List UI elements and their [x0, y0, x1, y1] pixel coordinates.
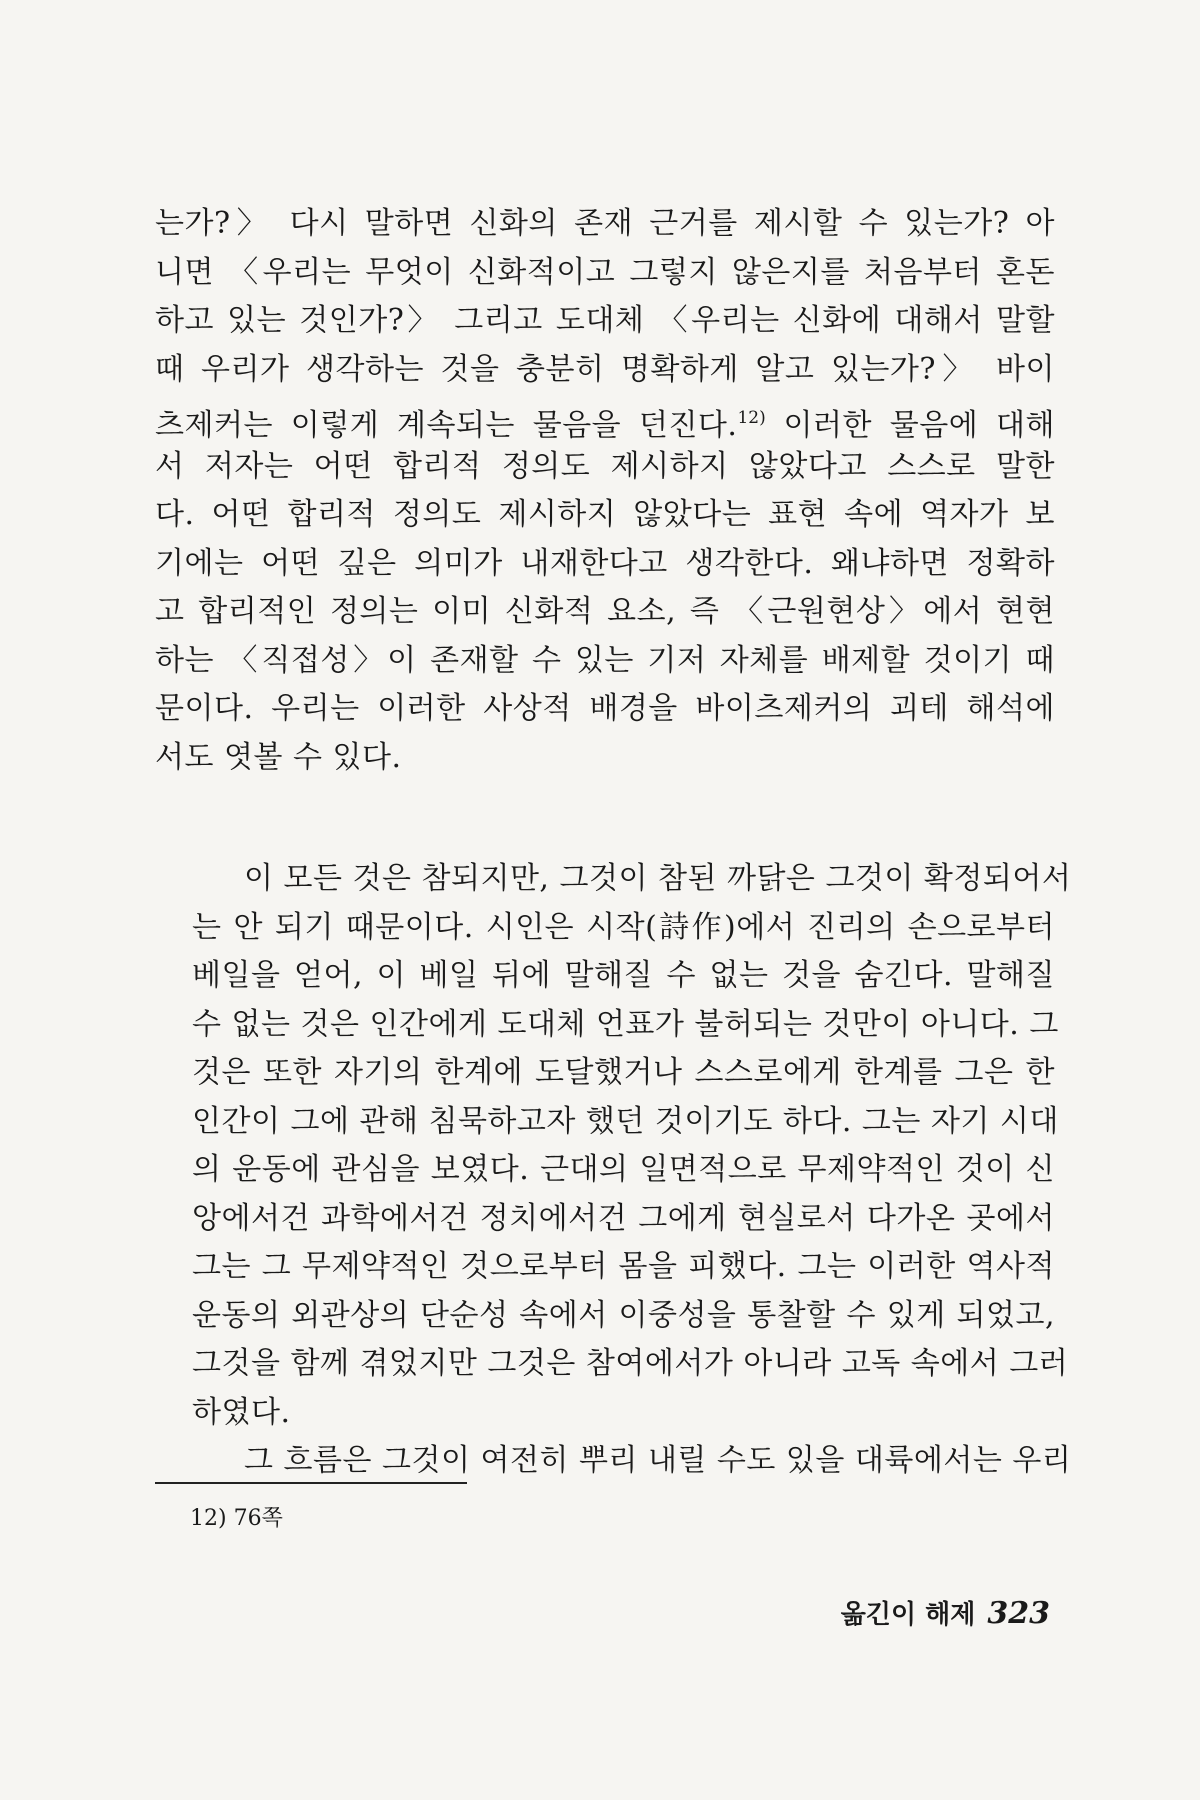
page-footer — [841, 1594, 1050, 1631]
text-line: 수 없는 것은 인간에게 도대체 언표가 불허되는 것만이 아니다. 그 — [192, 1006, 1059, 1042]
text-line: 는 안 되기 때문이다. 시인은 시작(詩作)에서 진리의 손으로부터 — [192, 909, 1055, 945]
text-line: 인간이 그에 관해 침묵하고자 했던 것이기도 하다. 그는 자기 시대 — [192, 1103, 1059, 1139]
text-line: 의 운동에 관심을 보였다. 근대의 일면적으로 무제약적인 것이 신 — [192, 1152, 1055, 1187]
text-line: 서 저자는 어떤 합리적 정의도 제시하지 않았다고 스스로 말한 — [155, 448, 1055, 484]
text-line: 베일을 얻어, 이 베일 뒤에 말해질 수 없는 것을 숨긴다. 말해질 — [192, 958, 1055, 993]
footnote-reference: 12) — [737, 408, 766, 428]
text-line-with-footnote — [155, 394, 1055, 443]
text-line: 니면 〈우리는 무엇이 신화적이고 그렇지 않은지를 처음부터 혼돈 — [155, 254, 1055, 290]
text-line: 기에는 어떤 깊은 의미가 내재한다고 생각한다. 왜냐하면 정확하 — [155, 545, 1055, 581]
text-line: 다. 어떤 합리적 정의도 제시하지 않았다는 표현 속에 역자가 보 — [155, 497, 1055, 532]
block-quote — [192, 855, 1072, 1486]
text-line: 운동의 외관상의 단순성 속에서 이중성을 통찰할 수 있게 되었고, — [192, 1297, 1055, 1333]
text-line: 그것을 함께 겪었지만 그것은 참여에서가 아니라 고독 속에서 그러 — [192, 1346, 1069, 1381]
text-line: 그 흐름은 그것이 여전히 뿌리 내릴 수도 있을 대륙에서는 우리 — [244, 1443, 1072, 1478]
text-line: 그는 그 무제약적인 것으로부터 몸을 피했다. 그는 이러한 역사적 — [192, 1249, 1055, 1284]
text-line: 고 합리적인 정의는 이미 신화적 요소, 즉 〈근원현상〉에서 현현 — [155, 594, 1055, 629]
text-line: 때 우리가 생각하는 것을 충분히 명확하게 알고 있는가?〉 바이 — [155, 351, 1055, 387]
text-line: 는가?〉 다시 말하면 신화의 존재 근거를 제시할 수 있는가? 아 — [155, 206, 1055, 241]
running-title: 옮긴이 해제 — [840, 1600, 976, 1630]
text-line: 하는 〈직접성〉이 존재할 수 있는 기저 자체를 배제할 것이기 때 — [155, 642, 1055, 678]
text-line: 것은 또한 자기의 한계에 도달했거나 스스로에게 한계를 그은 한 — [192, 1055, 1055, 1090]
text-line: 서도 엿볼 수 있다. — [155, 739, 402, 775]
text-line: 하였다. — [192, 1394, 291, 1430]
footnote-divider — [155, 1482, 467, 1484]
text-segment: 츠제커는 이렇게 계속되는 물음을 던진다. — [155, 408, 738, 443]
text-line: 이 모든 것은 참되지만, 그것이 참된 까닭은 그것이 확정되어서 — [244, 861, 1072, 896]
page-number: 323 — [987, 1596, 1050, 1631]
paragraph-1 — [155, 200, 1055, 782]
text-line: 앙에서건 과학에서건 정치에서건 그에게 현실로서 다가온 곳에서 — [192, 1200, 1055, 1236]
text-line: 하고 있는 것인가?〉 그리고 도대체 〈우리는 신화에 대해서 말할 — [155, 303, 1055, 338]
text-line: 문이다. 우리는 이러한 사상적 배경을 바이츠제커의 괴테 해석에 — [155, 691, 1055, 726]
text-segment: 이러한 물음에 대해 — [765, 408, 1055, 443]
footnote: 12) 76쪽 — [190, 1506, 283, 1531]
